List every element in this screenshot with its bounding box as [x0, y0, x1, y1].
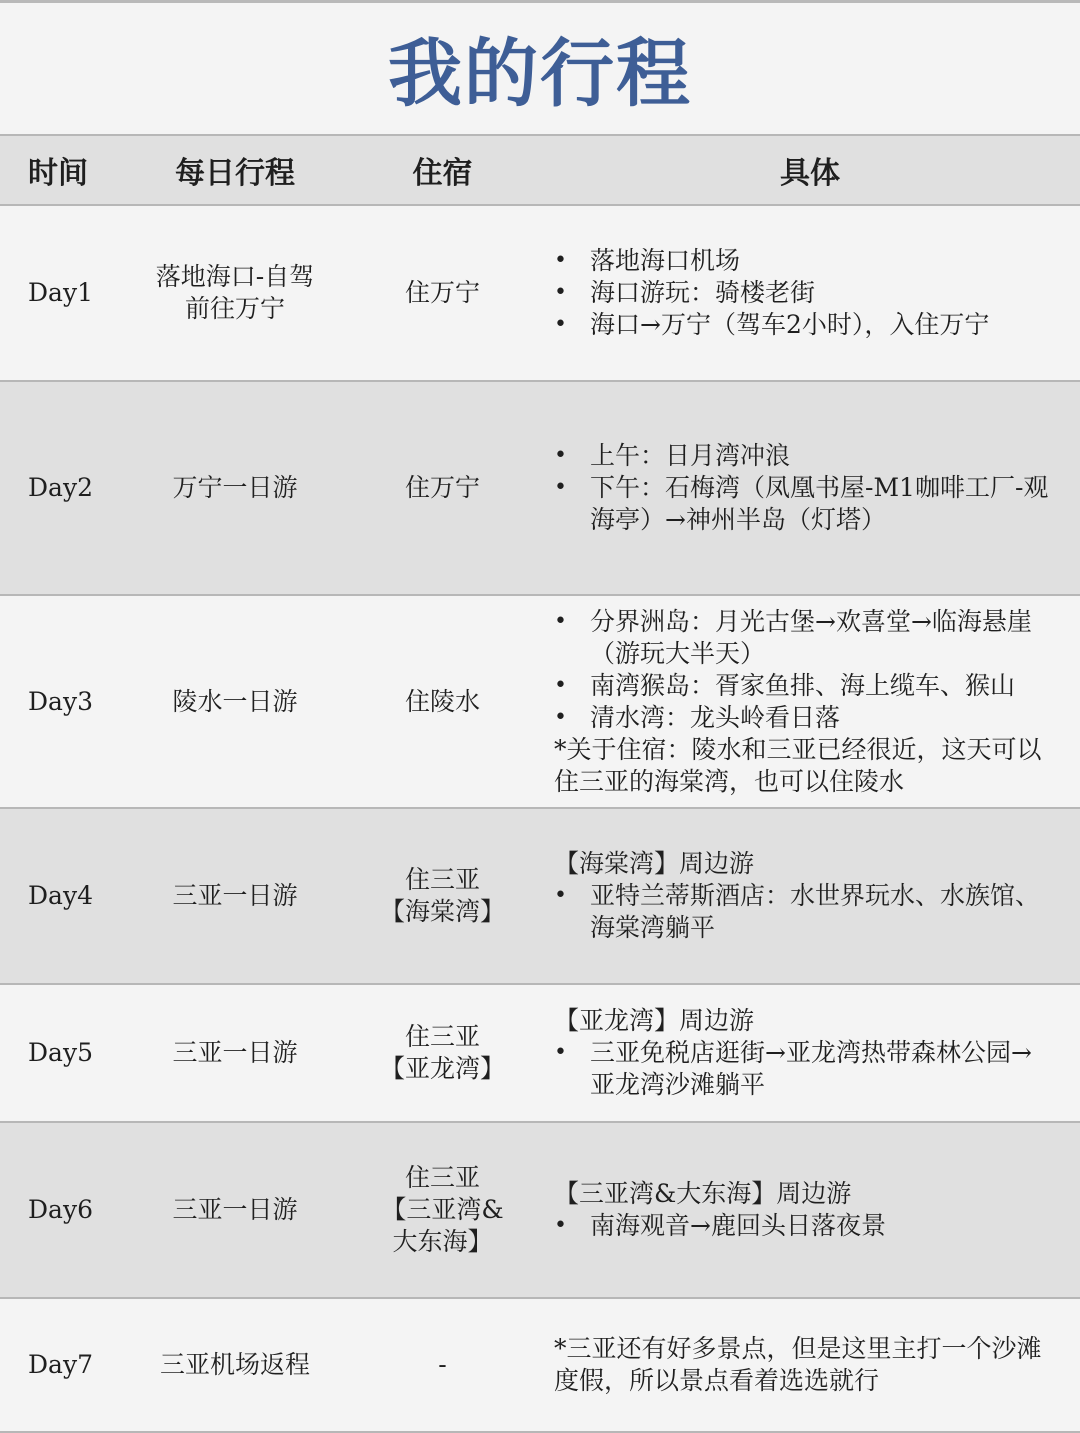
day-cell: Day3	[0, 595, 125, 808]
plan-cell: 万宁一日游	[125, 381, 345, 595]
table-row-day5	[0, 984, 1080, 1122]
stay-cell	[345, 984, 540, 1122]
details-list	[554, 245, 1056, 341]
table-row-day7	[0, 1298, 1080, 1432]
day-cell: Day1	[0, 205, 125, 381]
table-row-day1	[0, 205, 1080, 381]
details-item: • 落地海口机场	[554, 245, 1056, 277]
plan-cell: 落地海口-自驾前往万宁	[125, 205, 345, 381]
area-title: 【三亚湾&大东海】周边游	[554, 1179, 852, 1208]
plan-cell: 三亚一日游	[125, 1122, 345, 1298]
details-cell	[540, 1298, 1080, 1432]
details-item: • 海口游玩：骑楼老街	[554, 277, 1056, 309]
details-cell	[540, 808, 1080, 984]
details-list	[554, 440, 1056, 536]
stay-cell	[345, 808, 540, 984]
accommodation-note: *关于住宿：陵水和三亚已经很近，这天可以住三亚的海棠湾，也可以住陵水	[554, 734, 1042, 796]
details-cell	[540, 1122, 1080, 1298]
day-cell: Day4	[0, 808, 125, 984]
details-item: • 海口→万宁（驾车2小时），入住万宁	[554, 309, 1056, 341]
details-cell	[540, 381, 1080, 595]
details-cell	[540, 984, 1080, 1122]
details-item: • 南湾猴岛：胥家鱼排、海上缆车、猴山	[554, 670, 1056, 702]
table-row-day4	[0, 808, 1080, 984]
header-plan: 每日行程	[125, 135, 345, 205]
day-cell: Day5	[0, 984, 125, 1122]
details-cell	[540, 595, 1080, 808]
closing-note: *三亚还有好多景点，但是这里主打一个沙滩度假，所以景点看着选选就行	[554, 1334, 1042, 1395]
header-stay: 住宿	[345, 135, 540, 205]
stay-cell: 住万宁	[345, 205, 540, 381]
stay-line: 【海棠湾】	[379, 897, 505, 926]
stay-line: 【三亚湾&	[381, 1195, 504, 1224]
details-list	[554, 1037, 1056, 1101]
details-list	[554, 1210, 1056, 1242]
area-title: 【海棠湾】周边游	[554, 849, 755, 878]
stay-cell: 住万宁	[345, 381, 540, 595]
details-item: • 上午：日月湾冲浪	[554, 440, 1056, 472]
stay-line: 大东海】	[392, 1227, 493, 1256]
details-list	[554, 880, 1056, 944]
details-item: • 分界洲岛：月光古堡→欢喜堂→临海悬崖（游玩大半天）	[554, 606, 1056, 670]
day-cell: Day7	[0, 1298, 125, 1432]
details-item: • 清水湾：龙头岭看日落	[554, 702, 1056, 734]
header-details: 具体	[540, 135, 1080, 205]
details-item: • 三亚免税店逛街→亚龙湾热带森林公园→亚龙湾沙滩躺平	[554, 1037, 1056, 1101]
plan-cell: 三亚机场返程	[125, 1298, 345, 1432]
details-list	[554, 606, 1056, 734]
table-row-day3	[0, 595, 1080, 808]
details-item: • 亚特兰蒂斯酒店：水世界玩水、水族馆、海棠湾躺平	[554, 880, 1056, 944]
day-cell: Day6	[0, 1122, 125, 1298]
details-item: • 下午：石梅湾（凤凰书屋-M1咖啡工厂-观海亭）→神州半岛（灯塔）	[554, 472, 1056, 536]
table-header-row	[0, 135, 1080, 205]
day-cell: Day2	[0, 381, 125, 595]
details-item: • 南海观音→鹿回头日落夜景	[554, 1210, 1056, 1242]
stay-line: 【亚龙湾】	[379, 1054, 505, 1083]
stay-line: 住三亚	[404, 1022, 480, 1051]
stay-cell: -	[345, 1298, 540, 1432]
stay-cell	[345, 1122, 540, 1298]
details-cell	[540, 205, 1080, 381]
stay-cell: 住陵水	[345, 595, 540, 808]
plan-cell: 三亚一日游	[125, 984, 345, 1122]
header-time: 时间	[0, 135, 125, 205]
table-row-day6	[0, 1122, 1080, 1298]
plan-cell: 陵水一日游	[125, 595, 345, 808]
plan-cell: 三亚一日游	[125, 808, 345, 984]
table-row-day2	[0, 381, 1080, 595]
area-title: 【亚龙湾】周边游	[554, 1006, 755, 1035]
itinerary-table	[0, 134, 1080, 1433]
stay-line: 住三亚	[404, 865, 480, 894]
page-title: 我的行程	[388, 31, 692, 117]
stay-line: 住三亚	[404, 1163, 480, 1192]
